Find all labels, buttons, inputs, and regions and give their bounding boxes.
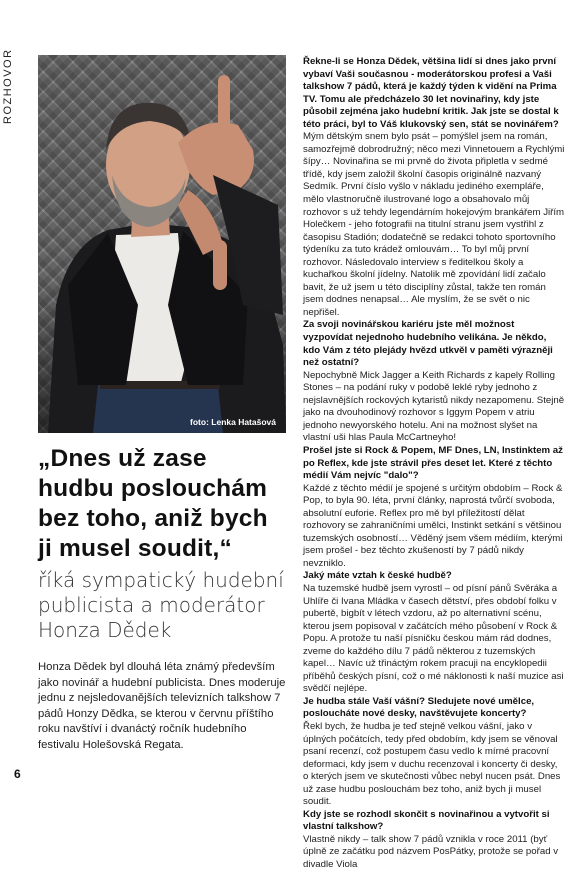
headline-quote: „Dnes už zase hudbu poslouchám bez toho, aniž bych ji musel soudit,“ — [38, 445, 268, 562]
interview-question: Prošel jste si Rock & Popem, MF Dnes, LN, Instinktem až po Reflex, kde jste strávil přes deset let. Které z těchto médií Vám nejvíc "dalo"? — [303, 444, 563, 482]
portrait-illustration — [38, 55, 286, 433]
interview-question: Kdy jste se rozhodl skončit s novinařinou a vytvořit si vlastní talkshow? — [303, 808, 550, 833]
page-number: 6 — [14, 767, 21, 781]
photo-credit: foto: Lenka Hatašová — [190, 417, 276, 427]
interview-question: Řekne-li se Honza Dědek, většina lidí si dnes jako první vybaví Vaši současnou - moderátorskou profesi a Vaši talkshow 7 pádů, která je každý týden k vidění na Prima TV. Tomu ale předcházelo 30 let novinařiny, kdy jste působil zejména jako hudební kritik. Jak jste se dostal k této práci, byl to Váš klukovský sen, stát se novinářem? — [303, 56, 559, 130]
headline-subtitle: říká sympatický hudební publicista a moderátor Honza Dědek — [38, 568, 284, 642]
interview-question: Je hudba stále Vaší vášní? Sledujete nové umělce, posloucháte nové desky, navštěvujete koncerty? — [303, 695, 535, 720]
interview-question: Jaký máte vztah k české hudbě? — [303, 570, 452, 582]
interview-answer: Mým dětským snem bylo psát – pomýšlel jsem na román, samozřejmě dobrodružný; něco mezi Vinnetouem a Rychlými šípy… Novinařina se mi prvně do života připletla v sedmé třídě, kdy jsem založil školní časopis originálně nazvaný Sedmík. První číslo vyšlo v nákladu jediného exempláře, mělo vlastnoručně ilustrované logo a obsahovalo můj rozhovor s už tehdy legendárním hokejovým brankářem Jiřím Holečkem - jeho fotografii na titulní stranu jsem vystřihl z časopisu Stadión; dodatečně se redakci tohoto sportovního týdeníku za tuto krádež omlouvám… To byl můj první rozhovor. Následovalo interview s ředitelkou školy a kuchařkou školní jídelny. Natolik mě zpovídání lidí začalo bavit, že už jsem u této disciplíny zůstal, takže ten román jsem dodnes nenapsal… Ale myslím, že se svět o nic nepřišel. — [303, 131, 565, 318]
interview-question: Za svoji novinářskou kariéru jste měl možnost vyzpovídat nejednoho hudebního velikána. Je někdo, kdo Vám z této plejády hvězd utkvěl v paměti výrazněji než ostatní? — [303, 319, 553, 369]
interview-column — [303, 56, 565, 870]
interview-answer: Nepochybně Mick Jagger a Keith Richards z kapely Rolling Stones – na podání ruky v podobě leklé ryby jednoho z nejslavnějších rockových kytaristů nikdy nezapomenu. Stejně jako na dvouhodinový rozhovor s Iggym Popem v atriu jednoho newyorského hotelu. Ani na možnost slyšet na vlastní uši hlas Paula McCartneyho! — [303, 369, 565, 444]
interview-answer: Každé z těchto médií je spojené s určitým obdobím – Rock & Pop, to byla 90. léta, první články, naprostá tvůrčí svoboda, absolutní euforie. Reflex pro mě byl příležitostí dělat rozhovory se zahraničními umělci, Instinkt setkání s většinou tuzemských osobností… Věděný jsem všem médiím, kterými jsem prošel - bez těchto zkušeností by 7 pádů nikdy nevzniklo. — [303, 482, 563, 569]
interview-answer: Řekl bych, že hudba je teď stejně velkou vášní, jako v úplných počátcích, tedy před obdobím, kdy jsem se věnoval psaní recenzí, což postupem času vedlo k mírné pracovní deformaci, kdy jsem v duchu recenzoval i koncerty či desky, o kterých jsem ve skutečnosti vůbec nebyl nucen psát. Dnes už zase hudbu poslouchám bez toho, aniž bych ji musel soudit. — [303, 720, 561, 808]
interview-answer: Vlastně nikdy – talk show 7 pádů vznikla v roce 2011 (byť úplně ze začátku pod názvem PosPátky, protože se pořad v divadle Viola — [303, 833, 559, 870]
portrait-photo — [38, 55, 286, 433]
interview-answer: Na tuzemské hudbě jsem vyrostl – od písní pánů Svěráka a Uhlíře či Ivana Mládka v časech dětství, přes období folku v pubertě, bigbít v létech vzdoru, až po alternativní scénu, kterou jsem popisoval v začátcích mého působení v Rock & Popu. A protože tu naší písničku českou mám rád dodnes, zveme do každého dílu 7 pádů některou z tuzemských kapel… Navíc už třináctým rokem pracuji na encyklopedii příběhů českých písní, což o mé náklonosti k naší muzice asi svědčí nejlépe. — [303, 582, 564, 695]
lead-paragraph: Honza Dědek byl dlouhá léta známý především jako novinář a hudební publicista. Dnes moderuje jednu z nejsledovanějších televizních talkshow 7 pádů Honzy Dědka, se kterou v červnu příštího roku navštíví i dvanáctý ročník hudebního festivalu Holešovská Regata. — [38, 661, 286, 751]
section-tag: ROZHOVOR — [2, 48, 14, 124]
